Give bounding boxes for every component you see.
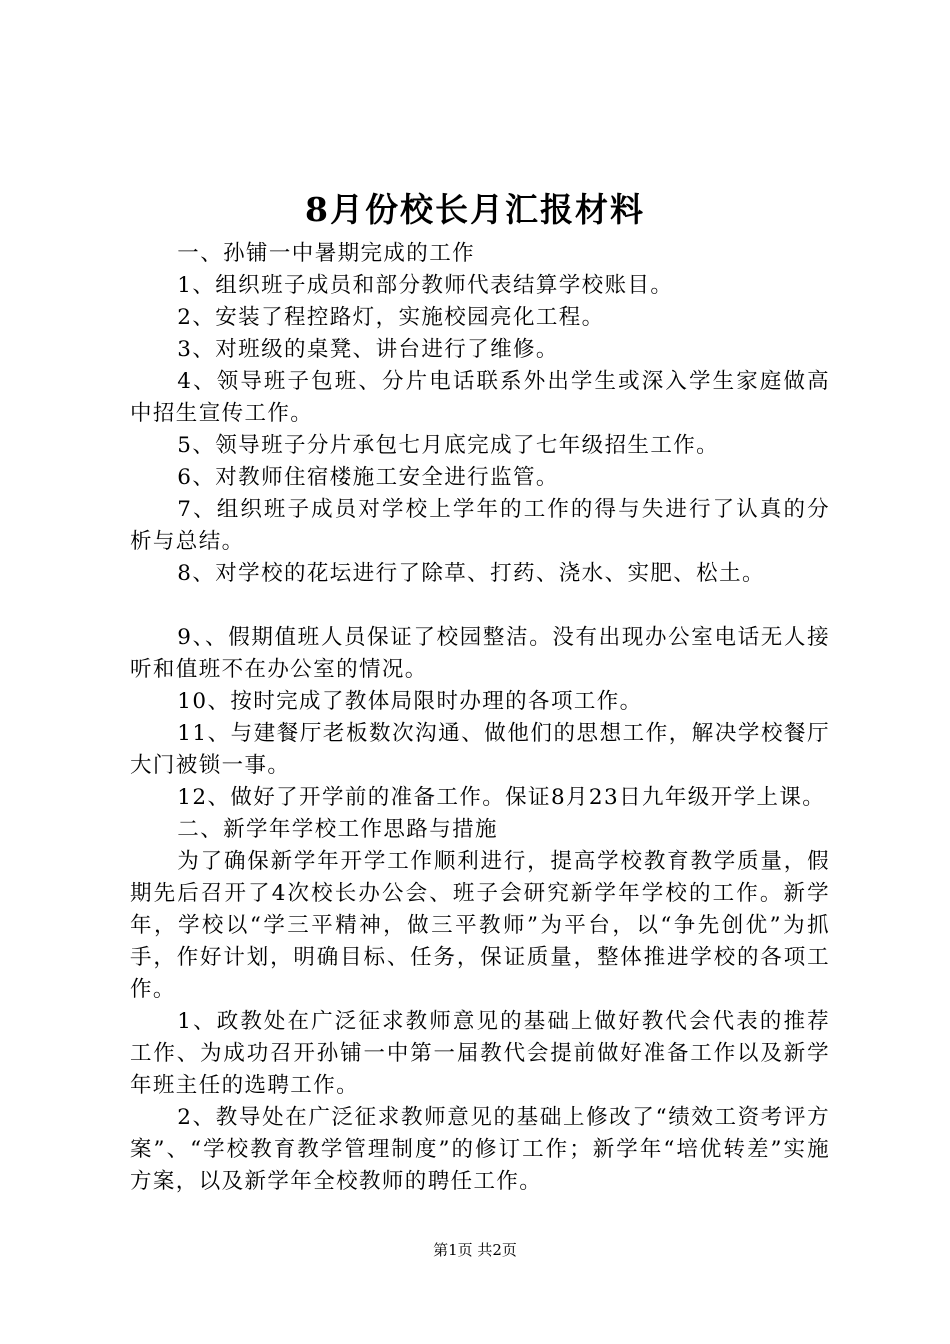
paragraph: 5、领导班子分片承包七月底完成了七年级招生工作。 <box>177 433 720 458</box>
paragraph: 9、、假期值班人员保证了校园整洁。没有出现办公室电话无人接听和值班不在办公室的情况。 <box>130 625 830 682</box>
paragraph: 8、对学校的花坛进行了除草、打药、浇水、实肥、松土。 <box>177 561 765 586</box>
paragraph: 1、政教处在广泛征求教师意见的基础上做好教代会代表的推荐工作、为成功召开孙铺一中第一届教代会提前做好准备工作以及新学年班主任的选聘工作。 <box>130 1009 830 1098</box>
document-title: 8月份校长月汇报材料 <box>305 190 645 229</box>
blank-line <box>130 590 830 622</box>
page-number: 第1页 共2页 <box>433 1241 517 1259</box>
section-heading: 二、新学年学校工作思路与措施 <box>177 817 498 842</box>
paragraph: 2、教导处在广泛征求教师意见的基础上修改了“绩效工资考评方案”、“学校教育教学管理制度”的修订工作；新学年“培优转差”实施方案，以及新学年全校教师的聘任工作。 <box>130 1105 830 1194</box>
paragraph: 1、组织班子成员和部分教师代表结算学校账目。 <box>177 273 674 298</box>
paragraph: 6、对教师住宿楼施工安全进行监管。 <box>177 465 559 490</box>
paragraph: 11、与建餐厅老板数次沟通、做他们的思想工作，解决学校餐厅大门被锁一事。 <box>130 721 830 778</box>
paragraph: 10、按时完成了教体局限时办理的各项工作。 <box>177 689 643 714</box>
paragraph: 2、安装了程控路灯，实施校园亮化工程。 <box>177 305 605 330</box>
section-heading: 一、孙铺一中暑期完成的工作 <box>177 241 475 266</box>
paragraph: 12、做好了开学前的准备工作。保证8月23日九年级开学上课。 <box>177 785 826 810</box>
paragraph: 7、组织班子成员对学校上学年的工作的得与失进行了认真的分析与总结。 <box>130 497 830 554</box>
document-body <box>130 238 830 1198</box>
paragraph: 3、对班级的桌凳、讲台进行了维修。 <box>177 337 559 362</box>
paragraph: 为了确保新学年开学工作顺利进行，提高学校教育教学质量，假期先后召开了4次校长办公会、班子会研究新学年学校的工作。新学年，学校以“学三平精神，做三平教师”为平台，以“争先创优”为抓手，作好计划，明确目标、任务，保证质量，整体推进学校的各项工作。 <box>130 849 830 1002</box>
paragraph: 4、领导班子包班、分片电话联系外出学生或深入学生家庭做高中招生宣传工作。 <box>130 369 830 426</box>
